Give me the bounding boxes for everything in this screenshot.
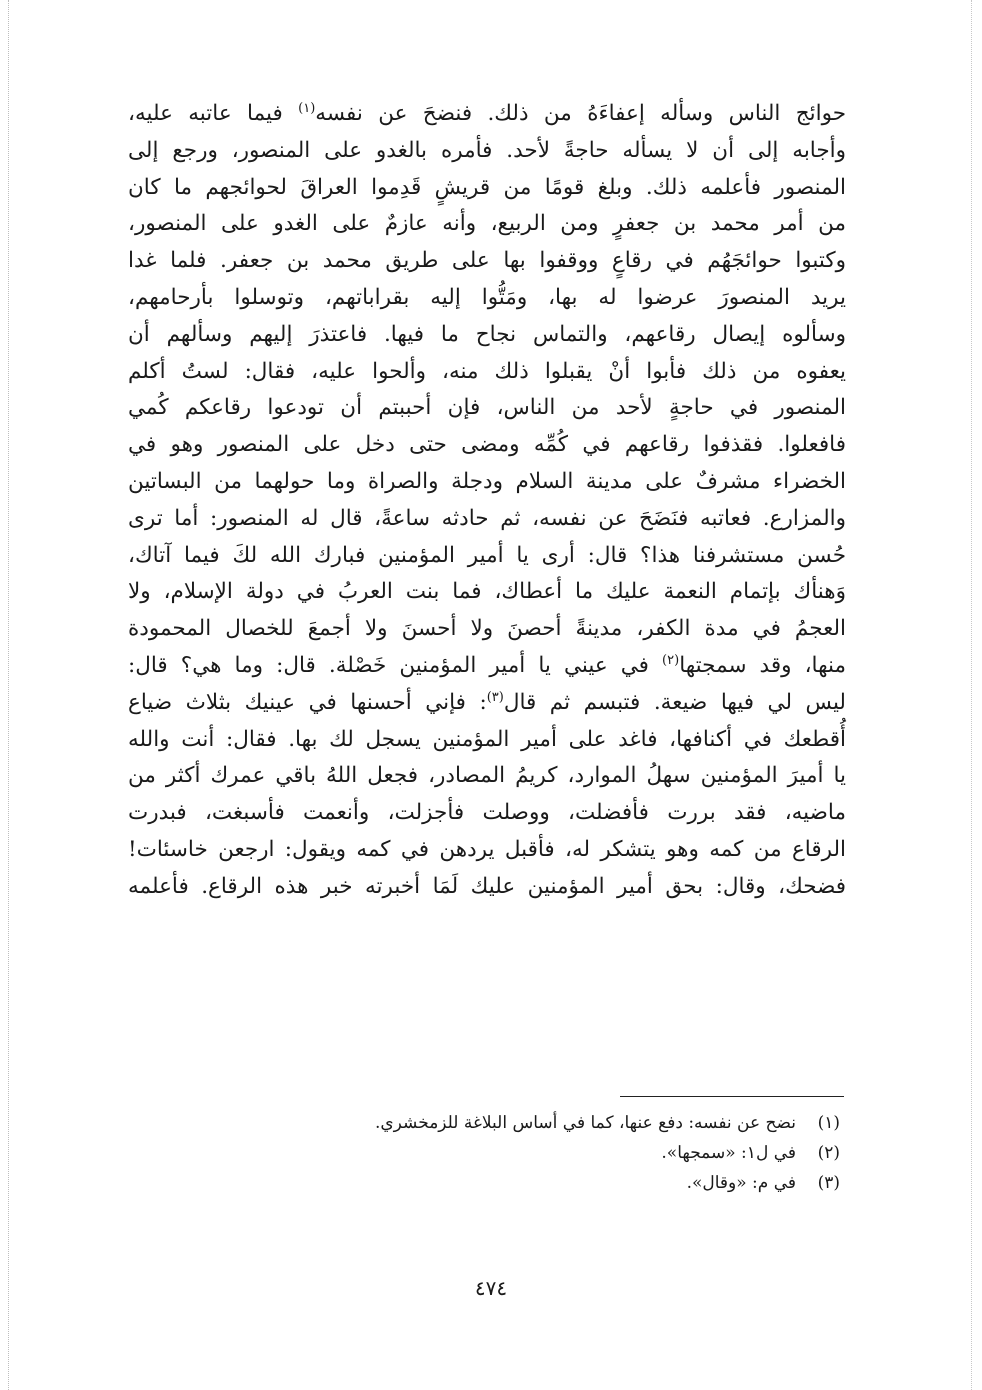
- footnote: [300, 1108, 840, 1138]
- body-line: وَهنأك بإتمام النعمة عليك ما أعطاك، فما بنت العربُ في دولة الإسلام، ولا: [128, 579, 846, 605]
- body-line: المنصور في حاجةٍ لأحد من الناس، فإن أحببتم أن تودعوا رقاعكم كُمي: [128, 395, 846, 421]
- body-line: الرقاع من كمه وهو يتشكر له، فأقبل يردهن في كمه ويقول: ارجعن خاسئات!: [128, 836, 846, 862]
- footnote-text: نضح عن نفسه: دفع عنها، كما في أساس البلاغة للزمخشري.: [374, 1113, 796, 1133]
- footnote-text: في ل١: «سمجها».: [661, 1143, 796, 1163]
- body-line: وأجابه إلى أن لا يسأله حاجةً لأحد. فأمره بالغدو على المنصور، ورجع إلى: [128, 137, 846, 163]
- scan-edge-left: [8, 0, 9, 1390]
- body-line: أُقطعك في أكنافها، فاغد على أمير المؤمنين يسجل لك بها. فقال: أنت والله: [128, 726, 846, 752]
- body-line: منها، وقد سمجتها$^{(٢)}$ في عيني يا أمير المؤمنين خَصْلة. قال: وما هي؟ قال:: [128, 652, 846, 678]
- footnotes: [300, 1108, 840, 1198]
- body-line: والمزارع. فعاتبه فنَضَحَ عن نفسه، ثم حادثه ساعةً، قال له المنصور: أما ترى: [128, 505, 846, 531]
- footnote-text: في م: «وقال».: [686, 1173, 796, 1193]
- footnote-ref: (١): [298, 100, 316, 116]
- footnote-number: (٢): [817, 1143, 840, 1163]
- body-line: فضحك، وقال: بحق أمير المؤمنين عليك لَمَا أخبرته خبر هذه الرقاع. فأعلمه: [128, 873, 846, 899]
- footnote: [300, 1138, 840, 1168]
- body-line: حُسن مستشرفنا هذا؟ قال: أرى يا أمير المؤمنين فبارك الله لكَ فيما آتاك،: [128, 542, 846, 568]
- footnote-divider: [620, 1096, 844, 1097]
- footnote-ref: (٣): [486, 689, 504, 705]
- body-line: من أمر محمد بن جعفرٍ ومن الربيع، وأنه عازمٌ على الغدو على المنصور،: [128, 211, 846, 237]
- body-line: ليس لي فيها ضيعة. فتبسم ثم قال$^{(٣)}$: فإني أحسنها في عينيك بثلاث ضياع: [128, 689, 846, 715]
- body-line: فافعلوا. فقذفوا رقاعهم في كُمِّه ومضى حتى دخل على المنصور وهو في: [128, 432, 846, 458]
- body-line: وسألوه إيصال رقاعهم، والتماس نجاح ما فيها. فاعتذرَ إليهم وسألهم أن: [128, 321, 846, 347]
- body-line: العجمُ في مدة الكفر، مدينةً أحصنَ ولا أحسنَ ولا أجمعَ للخصال المحمودة: [128, 616, 846, 642]
- body-text: [128, 96, 846, 906]
- body-line: حوائج الناس وسأله إعفاءَهُ من ذلك. فنضحَ عن نفسه$^{(١)}$ فيما عاتبه عليه،: [128, 100, 846, 126]
- body-line: المنصور فأعلمه ذلك. وبلغ قومًا من قريشٍ قَدِموا العراقَ لحوائجهم ما كان: [128, 174, 846, 200]
- footnote-number: (٣): [817, 1173, 840, 1193]
- body-line: يعفوه من ذلك فأبوا أنْ يقبلوا ذلك منه، وألحوا عليه، فقال: لستُ أكلم: [128, 358, 846, 384]
- body-line: وكتبوا حوائجَهُم في رقاعٍ ووقفوا بها على طريق محمد بن جعفر. فلما غدا: [128, 248, 846, 274]
- page-number: ٤٧٤: [474, 1276, 508, 1300]
- footnote: [300, 1168, 840, 1198]
- body-line: الخضراء مشرفٌ على مدينة السلام ودجلة والصراة وما حولهما من البساتين: [128, 468, 846, 494]
- body-line: يا أميرَ المؤمنين سهلُ الموارد، كريمُ المصادر، فجعل اللهُ باقي عمرك أكثر من: [128, 763, 846, 789]
- footnote-ref: (٢): [662, 652, 680, 668]
- footnote-number: (١): [817, 1113, 840, 1133]
- body-line: ماضيه، فقد بررت فأفضلت، ووصلت فأجزلت، وأنعمت فأسبغت، فبدرت: [128, 800, 846, 826]
- scan-edge-right: [971, 0, 972, 1390]
- body-line: يريد المنصورَ عرضوا له بها، ومَتُّوا إليه بقراباتهم، وتوسلوا بأرحامهم،: [128, 284, 846, 310]
